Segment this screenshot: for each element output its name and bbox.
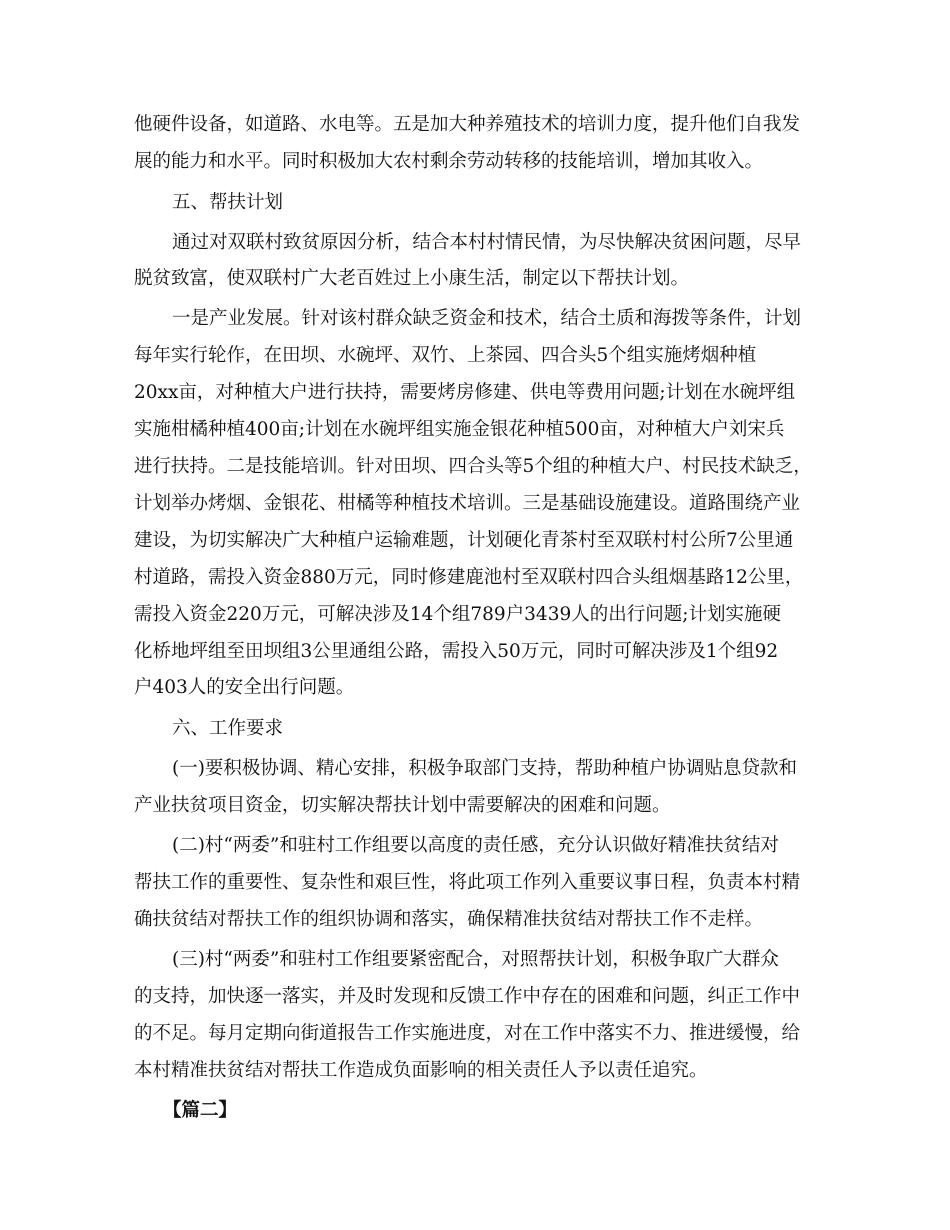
paragraph-line: 化桥地坪组至田坝组3公里通组公路，需投入50万元，同时可解决涉及1个组92: [134, 641, 779, 662]
paragraph-line: 户403人的安全出行问题。: [134, 677, 355, 698]
paragraph-line: 计划举办烤烟、金银花、柑橘等种植技术培训。三是基础设施建设。道路围绕产业: [134, 493, 801, 514]
section-marker: 【篇二】: [163, 1100, 238, 1121]
section-heading: 五、帮扶计划: [172, 192, 284, 213]
paragraph-line: 通过对双联村致贫原因分析，结合本村村情民情，为尽快解决贫困问题，尽早: [172, 232, 802, 253]
paragraph-line: 本村精准扶贫结对帮扶工作造成负面影响的相关责任人予以责任追究。: [134, 1060, 708, 1081]
paragraph-line: 需投入资金220万元，可解决涉及14个组789户3439人的出行问题;计划实施硬: [134, 604, 781, 625]
paragraph-line: 建设，为切实解决广大种植户运输难题，计划硬化青茶村至双联村村公所7公里通: [134, 530, 794, 551]
paragraph-line: 20xx亩，对种植大户进行扶持，需要烤房修建、供电等费用问题;计划在水碗坪组: [134, 382, 796, 403]
paragraph-line: 进行扶持。二是技能培训。针对田坝、四合头等5个组的种植大户、村民技术缺乏，: [134, 456, 812, 477]
paragraph-line: 帮扶工作的重要性、复杂性和艰巨性，将此项工作列入重要议事日程，负责本村精: [134, 872, 801, 893]
paragraph-line: 展的能力和水平。同时积极加大农村剩余劳动转移的技能培训，增加其收入。: [134, 151, 764, 172]
paragraph-line: 一是产业发展。针对该村群众缺乏资金和技术，结合土质和海拨等条件，计划: [172, 308, 802, 329]
paragraph-line: 产业扶贫项目资金，切实解决帮扶计划中需要解决的困难和问题。: [134, 795, 671, 816]
paragraph-line: 他硬件设备，如道路、水电等。五是加大种养殖技术的培训力度，提升他们自我发: [134, 114, 801, 135]
paragraph-line: 脱贫致富，使双联村广大老百姓过上小康生活，制定以下帮扶计划。: [134, 268, 690, 289]
section-heading: 六、工作要求: [172, 718, 284, 739]
paragraph-line: (三)村“两委”和驻村工作组要紧密配合，对照帮扶计划，积极争取广大群众: [172, 949, 779, 970]
paragraph-line: (二)村“两委”和驻村工作组要以高度的责任感，充分认识做好精准扶贫结对: [172, 835, 779, 856]
paragraph-line: 的不足。每月定期向街道报告工作实施进度，对在工作中落实不力、推进缓慢，给: [134, 1023, 801, 1044]
paragraph-line: (一)要积极协调、精心安排，积极争取部门支持，帮助种植户协调贴息贷款和: [172, 758, 797, 779]
paragraph-line: 确扶贫结对帮扶工作的组织协调和落实，确保精准扶贫结对帮扶工作不走样。: [134, 909, 764, 930]
paragraph-line: 实施柑橘种植400亩;计划在水碗坪组实施金银花种植500亩，对种植大户刘宋兵: [134, 419, 785, 440]
paragraph-line: 每年实行轮作，在田坝、水碗坪、双竹、上茶园、四合头5个组实施烤烟种植: [134, 345, 757, 366]
paragraph-line: 的支持，加快逐一落实，并及时发现和反馈工作中存在的困难和问题，纠正工作中: [134, 986, 801, 1007]
paragraph-line: 村道路，需投入资金880万元，同时修建鹿池村至双联村四合头组烟基路12公里，: [134, 567, 804, 588]
